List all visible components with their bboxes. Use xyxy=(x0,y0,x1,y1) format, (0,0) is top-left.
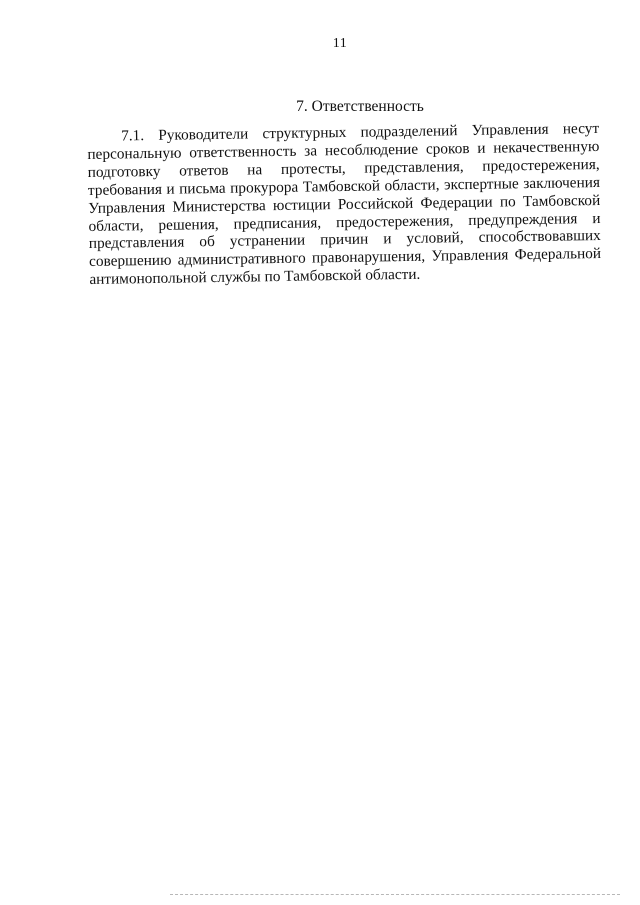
paragraph-line: Управления Министерства юстиции Российской Федерации по Тамбовской xyxy=(88,191,601,217)
scan-edge-divider xyxy=(170,892,620,895)
paragraph-line: 7.1. Руководители структурных подразделений Управления несут xyxy=(120,119,600,145)
paragraph-line: персональную ответственность за несоблюдение сроков и некачественную xyxy=(87,137,600,163)
paragraph-line: представления об устранении причин и условий, способствовавших xyxy=(88,227,601,253)
paragraph-line: требования и письма прокурора Тамбовской области, экспертные заключения xyxy=(87,173,601,199)
page-number: 11 xyxy=(332,36,348,51)
paragraph-line: совершению административного правонарушения, Управления Федеральной xyxy=(88,245,602,271)
paragraph-line: области, решения, предписания, предостережения, предупреждения и xyxy=(88,209,601,235)
paragraph-line: подготовку ответов на протесты, представления, предостережения, xyxy=(87,155,600,181)
body-paragraph xyxy=(87,120,601,289)
section-heading: 7. Ответственность xyxy=(296,98,424,115)
paragraph-line: антимонопольной службы по Тамбовской области. xyxy=(89,266,421,289)
